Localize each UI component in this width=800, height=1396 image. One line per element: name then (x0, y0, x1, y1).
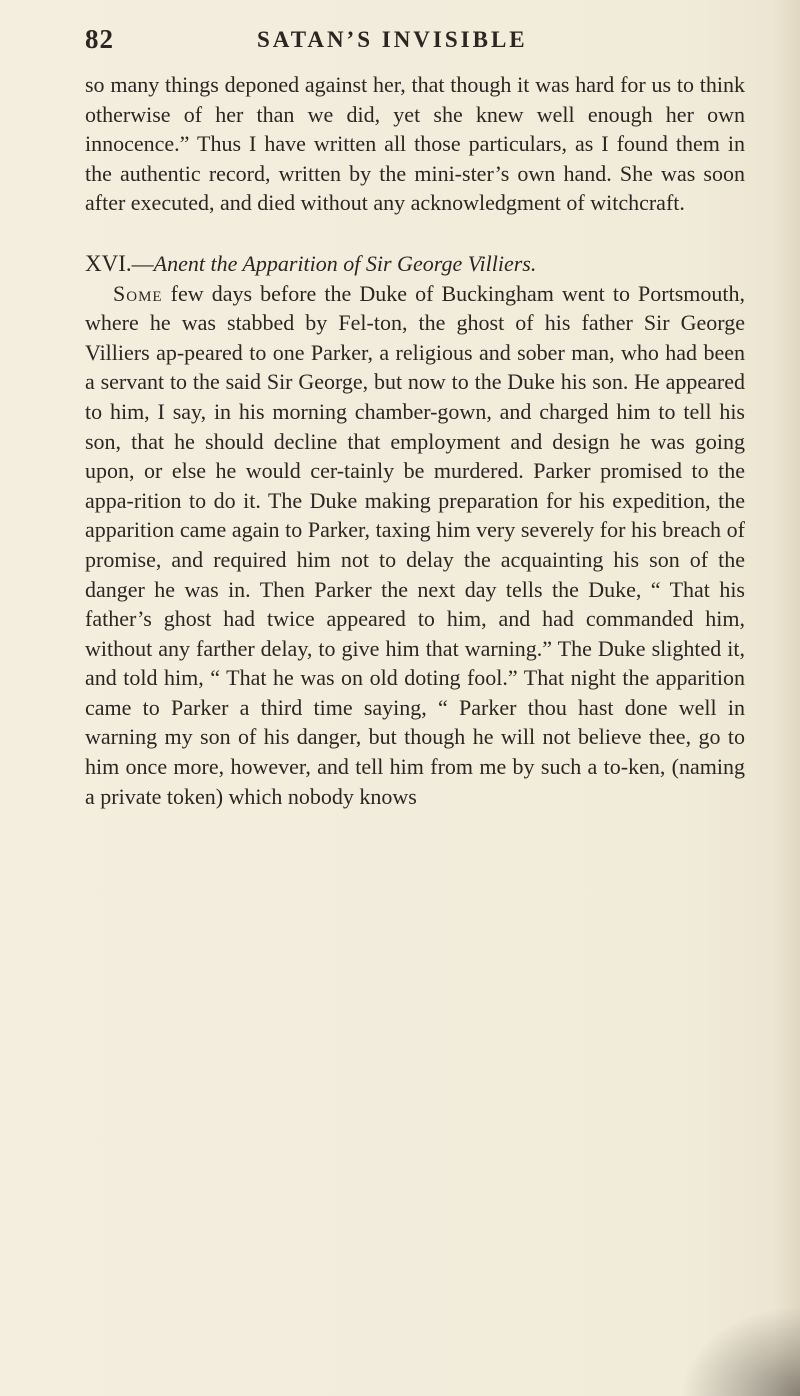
corner-smudge (680, 1306, 800, 1396)
paragraph-2-first-word: Some (113, 280, 163, 306)
section-number: XVI. (85, 250, 132, 276)
body-text (85, 70, 745, 811)
paragraph-2 (85, 279, 745, 812)
section-dash: — (131, 250, 154, 276)
running-title: SATAN’S INVISIBLE (257, 27, 528, 52)
section-heading (85, 249, 745, 279)
page-edge-shadow (774, 0, 800, 1396)
paragraph-2-text: few days before the Duke of Buckingham went to Portsmouth, where he was stabbed by Fel-ton, the ghost of his father Sir George Villiers ap-peared to one Parker, a religious and sober man, who had been a servant to the said Sir George, but now to the Duke his son. He appeared to him, I say, in his morning chamber-gown, and charged him to tell his son, that he should decline that employment and design he was going upon, or else he would cer-tainly be murdered. Parker promised to the appa-rition to do it. The Duke making preparation for his expedition, the apparition came again to Parker, taxing him very severely for his breach of promise, and required him not to delay the acquainting his son of the danger he was in. Then Parker the next day tells the Duke, “ That his father’s ghost had twice appeared to him, and had commanded him, without any farther delay, to give him that warning.” The Duke slighted it, and told him, “ That he was on old doting fool.” That night the apparition came to Parker a third time saying, “ Parker thou hast done well in warning my son of his danger, but though he will not believe thee, go to him once more, however, and tell him from me by such a to-ken, (naming a private token) which nobody knows (85, 280, 745, 809)
page-number: 82 (85, 24, 114, 54)
section-title: Anent the Apparition of Sir George Villiers. (153, 250, 537, 276)
page-header (85, 24, 745, 64)
paragraph-1: so many things deponed against her, that though it was hard for us to think otherwise of her than we did, yet she knew well enough her own innocence.” Thus I have written all those particulars, as I found them in the authentic record, written by the mini-ster’s own hand. She was soon after executed, and died without any acknowledgment of witchcraft. (85, 72, 745, 216)
